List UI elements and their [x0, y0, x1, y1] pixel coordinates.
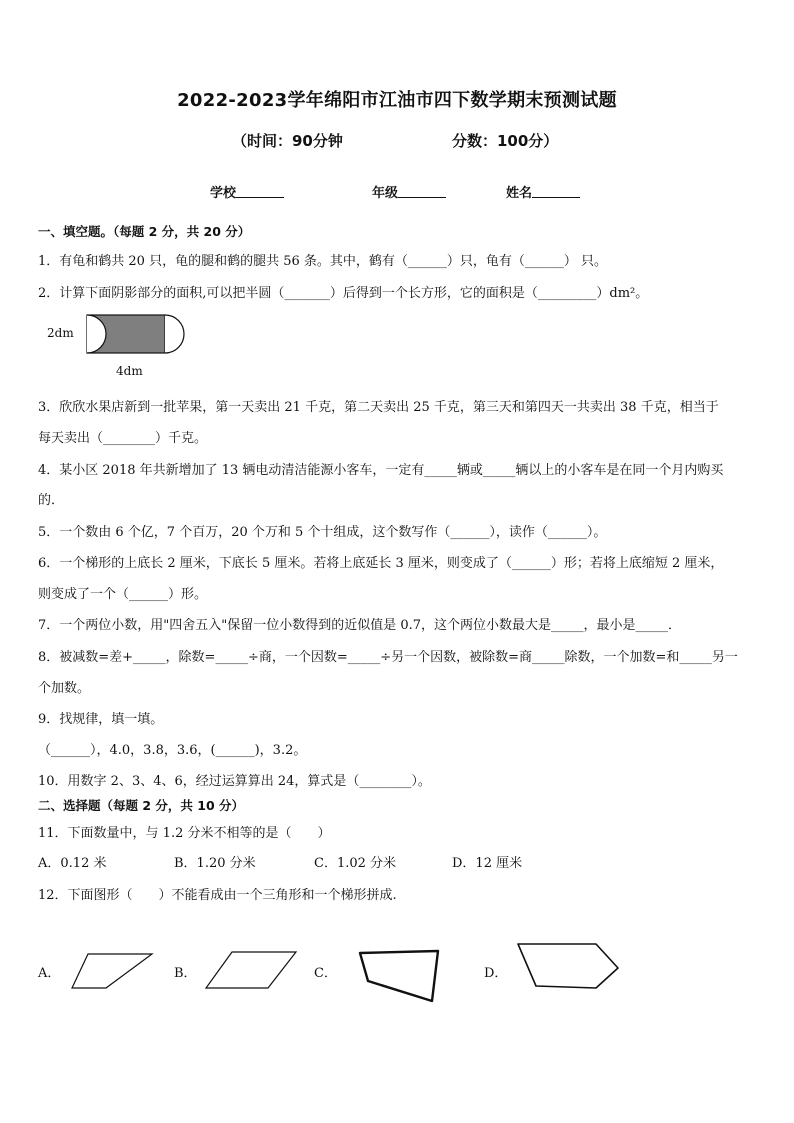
question-8-line-2: 个加数。 [38, 681, 91, 696]
q2-shaded-figure [86, 314, 186, 356]
q12-option-a-label: A． [38, 966, 61, 981]
question-4-line-2: 的． [38, 493, 65, 508]
section-choice-heading: 二、选择题（每题 2 分，共 10 分） [38, 798, 245, 813]
q11-option-a: A．0.12 米 [38, 856, 107, 871]
question-9-line-1: 9．找规律，填一填。 [38, 712, 164, 727]
question-6-line-1: 6．一个梯形的上底长 2 厘米，下底长 5 厘米。若将上底延长 3 厘米，则变成了（______）形；若将上底缩短 2 厘米， [38, 556, 724, 571]
q12-shape-a [68, 950, 158, 992]
right-half-circle [165, 315, 184, 353]
question-12: 12．下面图形（ ）不能看成由一个三角形和一个梯形拼成. [38, 888, 397, 903]
school-field: 学校 [210, 182, 284, 201]
question-4-line-1: 4．某小区 2018 年共新增加了 13 辆电动清洁能源小客车，一定有_____辆或_____辆以上的小客车是在同一个月内购买 [38, 463, 724, 478]
name-blank [532, 185, 580, 198]
question-9-line-2: （______），4.0，3.8，3.6，(______)，3.2。 [38, 743, 307, 758]
question-3-line-1: 3．欣欣水果店新到一批苹果，第一天卖出 21 千克，第二天卖出 25 千克，第三天和第四天一共卖出 38 千克，相当于 [38, 400, 719, 415]
exam-title: 2022-2023学年绵阳市江油市四下数学期末预测试题 [177, 90, 617, 111]
q2-bottom-label: 4dm [116, 364, 143, 378]
question-2: 2．计算下面阴影部分的面积,可以把半圆（_______）后得到一个长方形，它的面积是（_________）dm²。 [38, 286, 649, 301]
question-3-line-2: 每天卖出（________）千克。 [38, 431, 208, 446]
q11-option-c: C．1.02 分米 [314, 856, 397, 871]
question-1: 1．有龟和鹤共 20 只，龟的腿和鹤的腿共 56 条。其中，鹤有（______）只，龟有（______） 只。 [38, 254, 608, 269]
exam-score: 分数：100分） [452, 132, 559, 150]
question-5: 5．一个数由 6 个亿，7 个百万，20 个万和 5 个十组成，这个数写作（______），读作（______）。 [38, 525, 607, 540]
question-11: 11．下面数量中，与 1.2 分米不相等的是（ ） [38, 826, 331, 841]
grade-blank [398, 185, 446, 198]
q11-option-d: D．12 厘米 [452, 856, 523, 871]
exam-time: （时间：90分钟 [232, 132, 343, 150]
q2-side-label: 2dm [47, 326, 74, 340]
q12-shape-c [356, 945, 446, 1007]
q12-option-d-label: D． [484, 966, 508, 981]
q12-shape-d [512, 940, 624, 992]
q11-option-b: B．1.20 分米 [174, 856, 256, 871]
question-8-line-1: 8．被减数=差+_____，除数=_____÷商，一个因数=_____÷另一个因数，被除数=商_____除数，一个加数=和_____另一 [38, 650, 738, 665]
q12-option-c-label: C． [314, 966, 337, 981]
question-10: 10．用数字 2、3、4、6，经过运算算出 24，算式是（________）。 [38, 774, 431, 789]
q12-option-b-label: B． [174, 966, 197, 981]
q12-shape-b [202, 948, 302, 992]
name-field: 姓名 [506, 182, 580, 201]
school-blank [236, 185, 284, 198]
grade-field: 年级 [372, 182, 446, 201]
section-fill-heading: 一、填空题。（每题 2 分，共 20 分） [38, 224, 251, 239]
question-6-line-2: 则变成了一个（______）形。 [38, 587, 208, 602]
question-7: 7．一个两位小数，用"四舍五入"保留一位小数得到的近似值是 0.7，这个两位小数最大是_____，最小是_____． [38, 618, 682, 633]
